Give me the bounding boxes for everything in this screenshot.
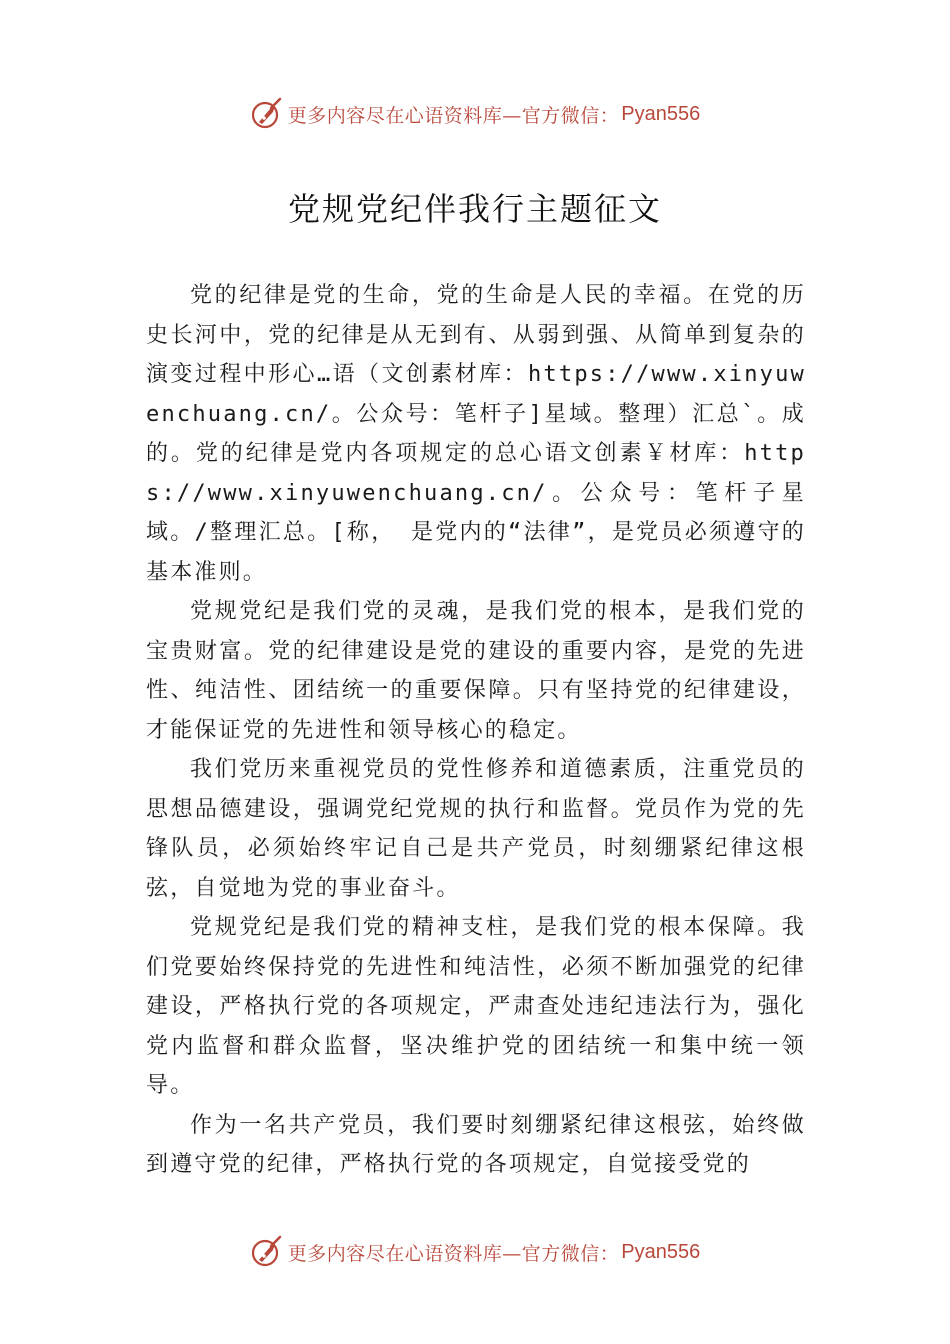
footer-banner-wechat-id: Pyan556: [621, 1240, 701, 1263]
header-banner-wechat-id: Pyan556: [621, 102, 701, 125]
header-banner: [0, 94, 950, 134]
document-body: [146, 276, 806, 1185]
footer-banner-text: 更多内容尽在心语资料库—官方微信：: [287, 1242, 620, 1265]
header-banner-text: 更多内容尽在心语资料库—官方微信：: [287, 104, 620, 127]
paragraph: 党规党纪是我们党的精神支柱，是我们党的根本保障。我们党要始终保持党的先进性和纯洁性，必须不断加强党的纪律建设，严格执行党的各项规定，严肃查处违纪违法行为，强化党内监督和群众监督，坚决维护党的团结统一和集中统一领导。: [146, 915, 806, 1098]
paragraph: 我们党历来重视党员的党性修养和道德素质，注重党员的思想品德建设，强调党纪党规的执行和监督。党员作为党的先锋队员，必须始终牢记自己是共产党员，时刻绷紧纪律这根弦，自觉地为党的事业奋斗。: [146, 757, 806, 901]
document-title: 党规党纪伴我行主题征文: [287, 190, 662, 228]
paragraph: 党规党纪是我们党的灵魂，是我们党的根本，是我们党的宝贵财富。党的纪律建设是党的建设的重要内容，是党的先进性、纯洁性、团结统一的重要保障。只有坚持党的纪律建设，才能保证党的先进性和领导核心的稳定。: [146, 599, 806, 743]
footer-banner: [0, 1232, 950, 1272]
paragraph: 作为一名共产党员，我们要时刻绷紧纪律这根弦，始终做到遵守党的纪律，严格执行党的各项规定，自觉接受党的: [146, 1112, 806, 1177]
pen-nib-logo-icon: [250, 1235, 284, 1269]
paragraph: 党的纪律是党的生命，党的生命是人民的幸福。在党的历史长河中，党的纪律是从无到有、从弱到强、从简单到复杂的演变过程中形心…语（文创素材库：https://www.xinyuwenchuang.cn/。公众号：笔杆子]星域。整理）汇总`。成的。党的纪律是党内各项规定的总心语文创素￥材库：https://www.xinyuwenchuang.cn/。公众号：笔杆子星域。/整理汇总。[称， 是党内的“法律”，是党员必须遵守的基本准则。: [146, 283, 806, 585]
pen-nib-logo-icon: [250, 97, 284, 131]
